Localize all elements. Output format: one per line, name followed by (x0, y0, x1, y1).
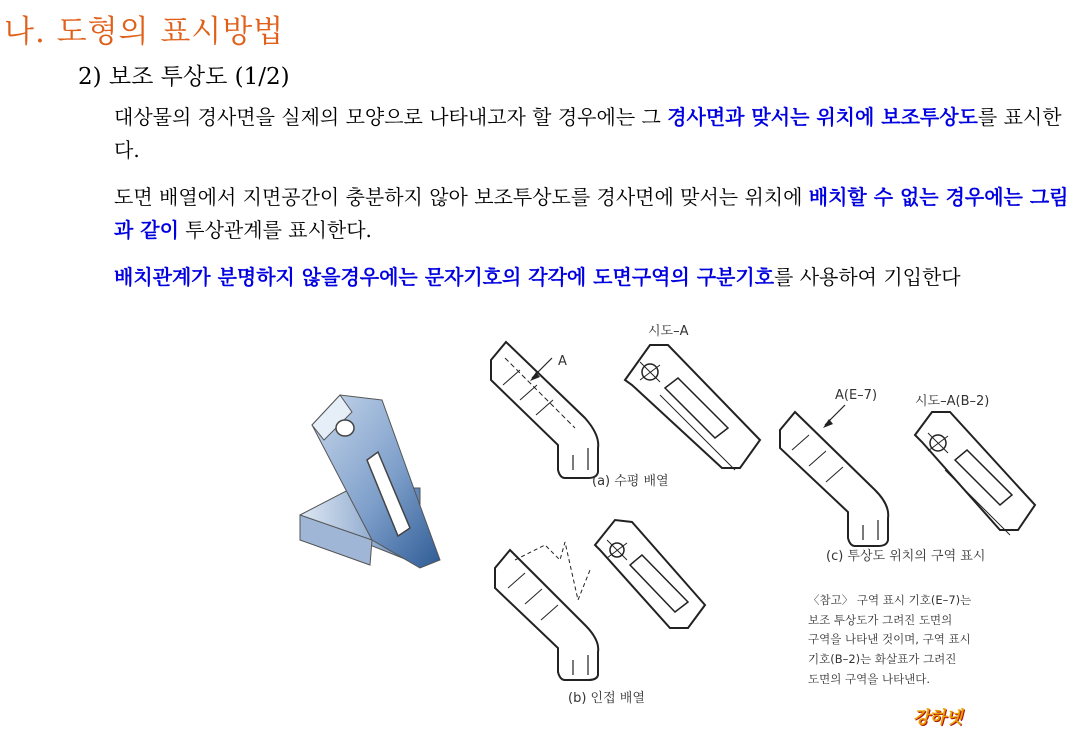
note-line: 기호(B–2)는 화살표가 그려진 (808, 652, 957, 666)
paragraph-2-text-end: 투상관계를 표시한다. (178, 218, 372, 242)
drawing-c-front-view (780, 412, 888, 546)
note-line: 〈참고〉 구역 표시 기호(E–7)는 (808, 593, 972, 607)
paragraph-3-highlight: 배치관계가 분명하지 않을경우에는 문자기호의 각각에 도면구역의 구분기호 (114, 265, 775, 289)
arrow-c (823, 405, 845, 428)
label-c-arrow: A(E–7) (835, 388, 878, 403)
drawing-a-front-view (491, 342, 598, 478)
drawing-b-auxiliary-view (595, 520, 705, 628)
bracket-3d-illustration (300, 395, 440, 568)
caption-c: (c) 투상도 위치의 구역 표시 (826, 549, 986, 564)
paragraph-2-text: 도면 배열에서 지면공간이 충분하지 않아 보조투상도를 경사면에 맞서는 위치에 (114, 185, 809, 209)
drawing-a-auxiliary-view (625, 345, 760, 470)
reference-note (808, 593, 971, 686)
drawing-b-front-view (495, 550, 598, 680)
paragraph-1-text-end: 를 표시한다. (114, 105, 1062, 162)
paragraph-1-text: 대상물의 경사면을 실제의 모양으로 나타내고자 할 경우에는 그 (114, 105, 668, 129)
caption-a: (a) 수평 배열 (592, 474, 669, 489)
slide-subheading: 2) 보조 투상도 (1/2) (78, 64, 290, 90)
slide-heading: 나. 도형의 표시방법 (4, 14, 285, 50)
label-a-arrow: A (558, 354, 567, 369)
note-line: 도면의 구역을 나타낸다. (808, 672, 931, 686)
caption-b: (b) 인접 배열 (568, 691, 645, 706)
paragraph-3-text-end: 를 사용하여 기입한다 (774, 265, 961, 289)
site-logo: 강하넷 (913, 708, 963, 728)
label-c-view: 시도–A(B–2) (915, 394, 990, 409)
paragraph-1-highlight: 경사면과 맞서는 위치에 보조투상도 (667, 105, 978, 129)
paragraph-2-highlight: 배치할 수 없는 경우에는 그림과 같이 (114, 185, 1069, 242)
drawing-c-auxiliary-view (915, 412, 1035, 535)
note-line: 보조 투상도가 그려진 도면의 (808, 613, 953, 627)
note-line: 구역을 나타낸 것이며, 구역 표시 (808, 632, 971, 646)
label-a-view: 시도–A (648, 324, 689, 339)
